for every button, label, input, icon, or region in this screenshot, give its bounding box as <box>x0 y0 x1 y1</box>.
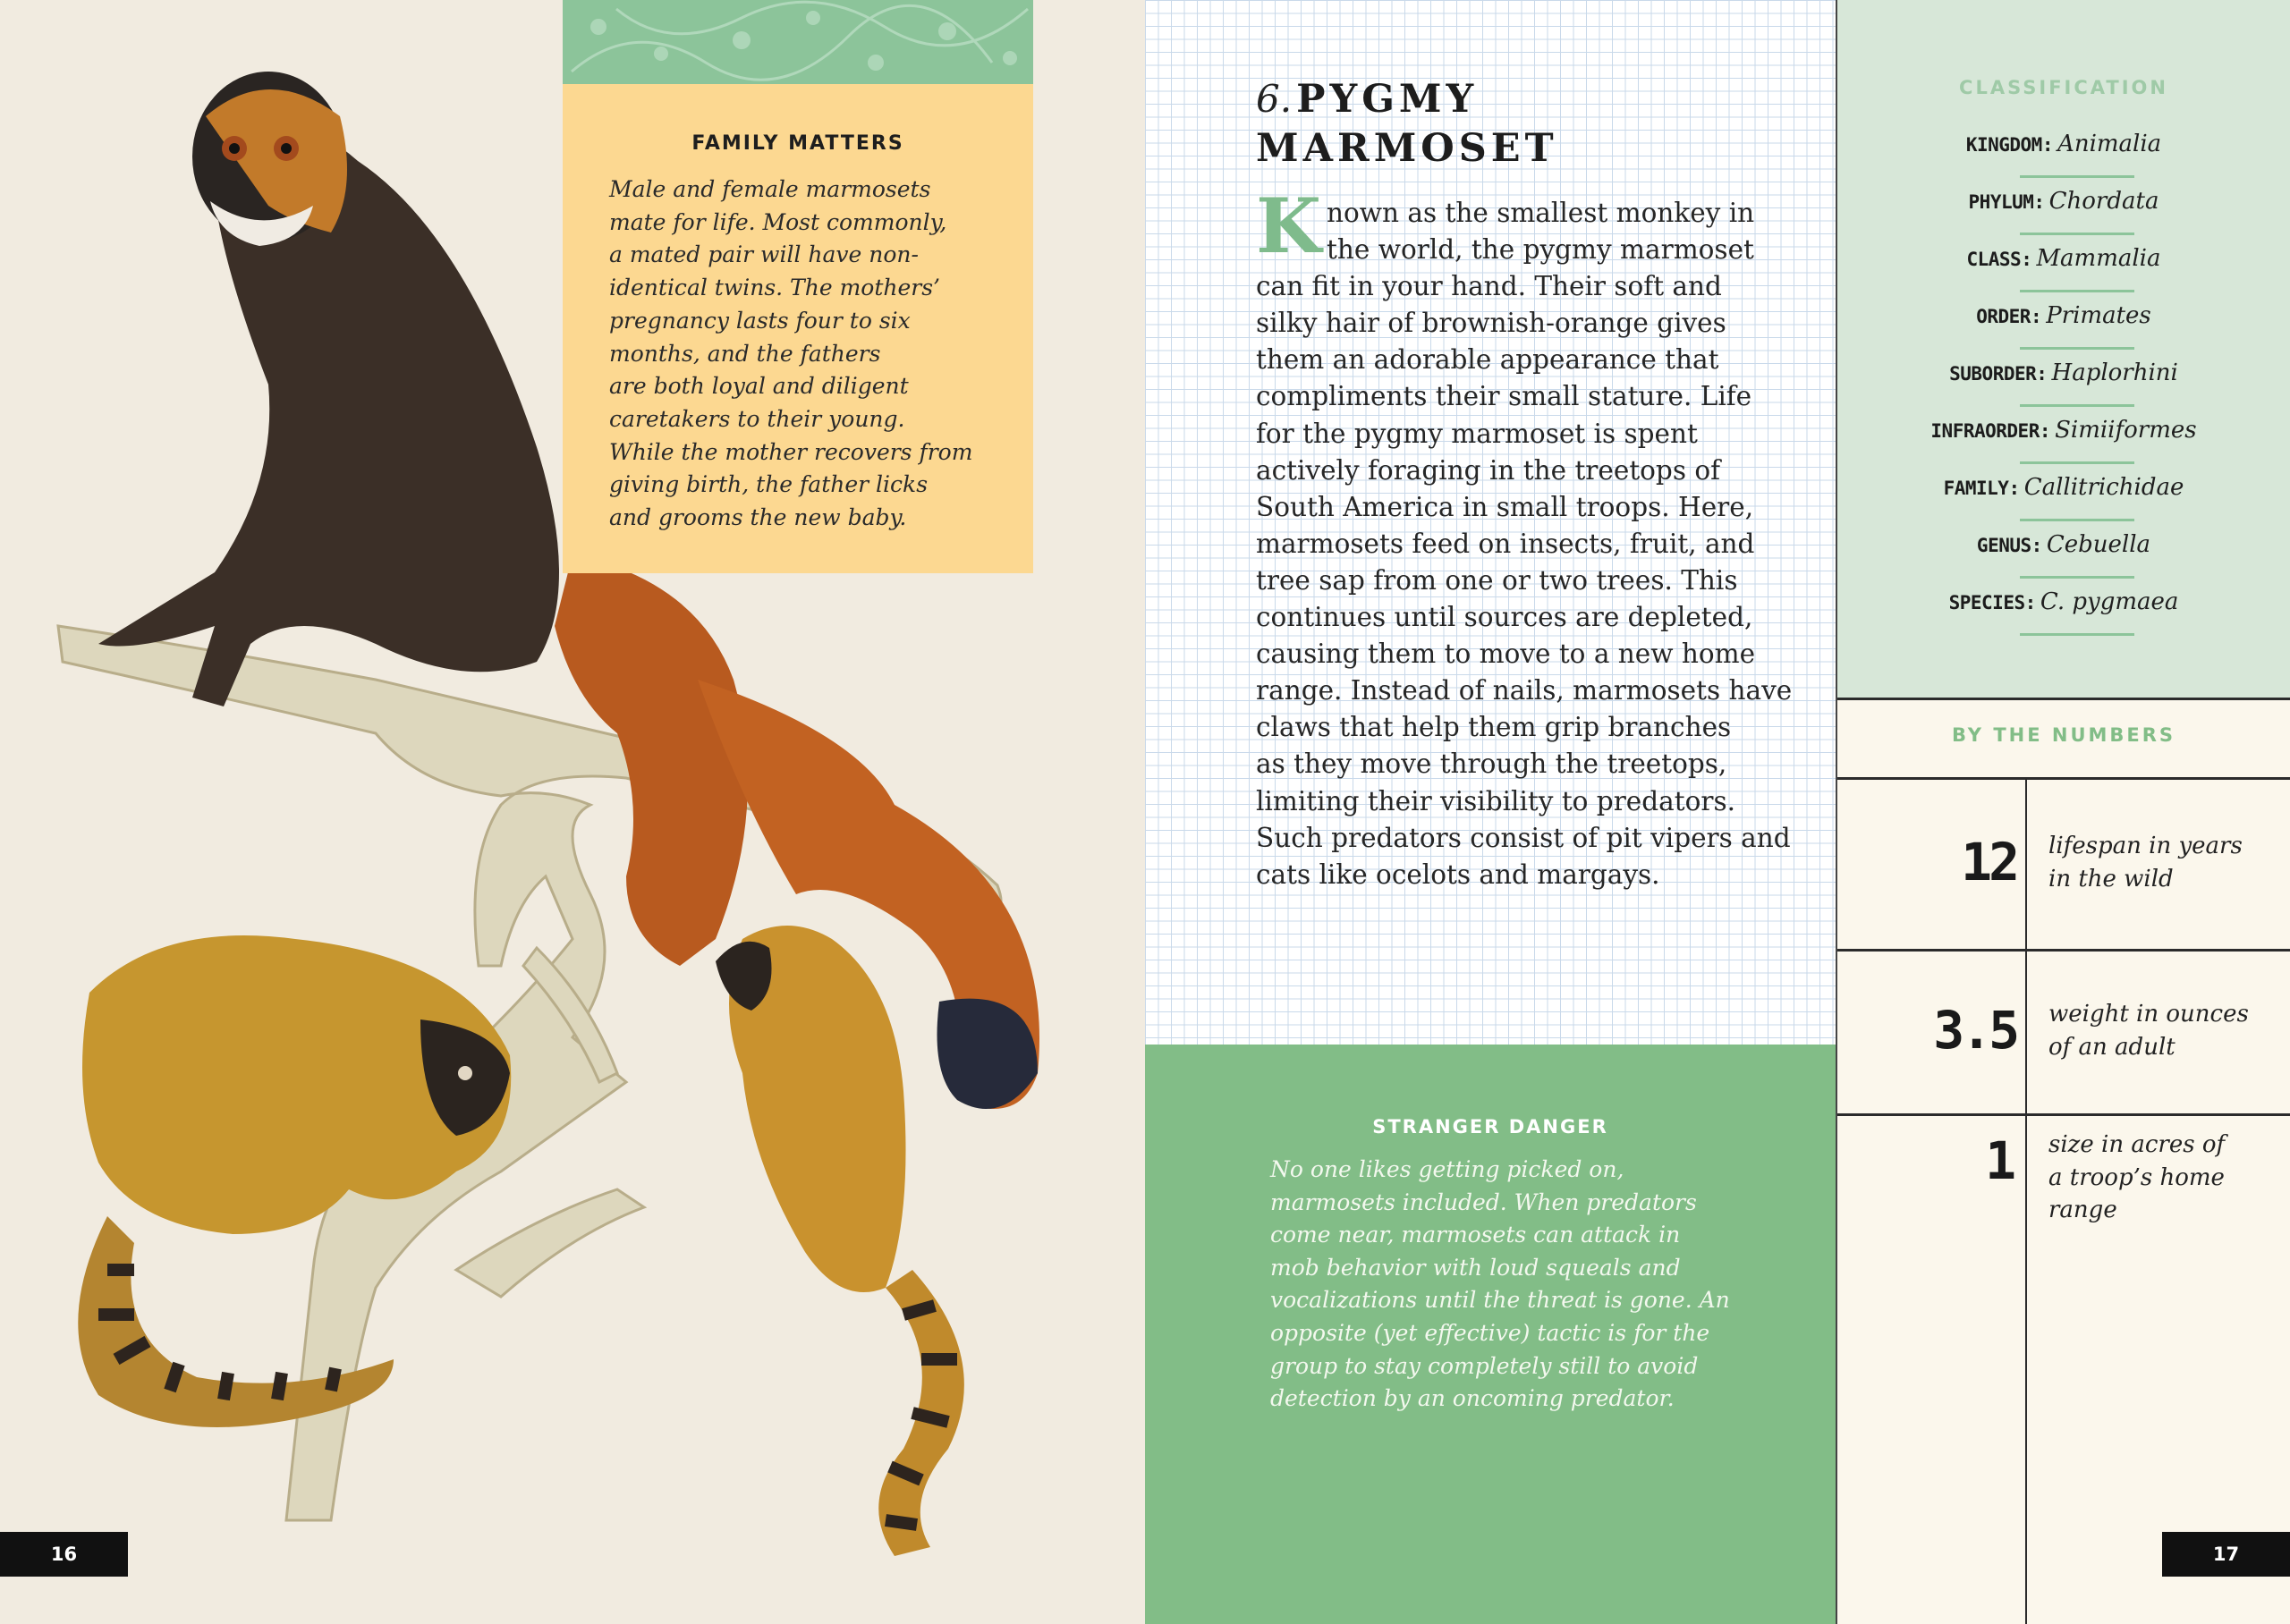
text-line: silky hair of brownish-orange gives <box>1256 308 1726 339</box>
divider <box>2020 347 2134 350</box>
text-line: range. Instead of nails, marmosets have <box>1256 675 1793 706</box>
divider <box>1837 1113 2290 1116</box>
classification-row-suborder <box>1837 359 2290 395</box>
text-line: actively foraging in the treetops of <box>1256 454 1721 486</box>
classification-row-genus <box>1837 531 2290 567</box>
classification-value: Haplorhini <box>2051 359 2178 386</box>
text-line: a troop’s home <box>2048 1163 2225 1191</box>
text-line: a mated pair will have non- <box>609 241 919 268</box>
text-line: Such predators consist of pit vipers and <box>1256 822 1791 853</box>
divider <box>1837 949 2290 952</box>
divider <box>2020 290 2134 292</box>
classification-value: Simiiformes <box>2055 417 2197 444</box>
drop-cap: K <box>1256 182 1322 270</box>
divider <box>2020 461 2134 464</box>
classification-title: CLASSIFICATION <box>1959 77 2168 98</box>
text-line: vocalizations until the threat is gone. An <box>1270 1287 1730 1314</box>
article-number: 6. <box>1256 77 1293 121</box>
family-matters-text <box>609 173 1003 535</box>
classification-row-class <box>1837 245 2290 281</box>
stat-description <box>2048 830 2263 895</box>
text-line: size in acres of <box>2048 1131 2226 1158</box>
text-line: the world, the pygmy marmoset <box>1327 234 1754 266</box>
classification-row-phylum <box>1837 188 2290 224</box>
stat-value: 1 <box>1985 1130 2013 1191</box>
classification-row-species <box>1837 588 2290 624</box>
text-line: marmosets included. When predators <box>1270 1188 1697 1215</box>
divider <box>2020 519 2134 521</box>
stat-value: 3.5 <box>1933 1000 2016 1061</box>
divider <box>2020 233 2134 235</box>
classification-value: Cebuella <box>2046 531 2151 558</box>
text-line: caretakers to their young. <box>609 405 905 432</box>
classification-value: Callitrichidae <box>2023 474 2184 501</box>
classification-label: ORDER: <box>1976 306 2042 327</box>
divider <box>2020 404 2134 407</box>
leaf-pattern-banner <box>563 0 1033 84</box>
text-line: mob behavior with loud squeals and <box>1270 1254 1681 1281</box>
text-line: months, and the fathers <box>609 340 881 367</box>
text-line: cats like ocelots and margays. <box>1256 859 1660 890</box>
text-line: South America in small troops. Here, <box>1256 491 1754 522</box>
classification-label: CLASS: <box>1966 249 2032 270</box>
page-number-left: 16 <box>0 1532 128 1577</box>
classification-row-kingdom <box>1837 131 2290 166</box>
text-line: mate for life. Most commonly, <box>609 208 947 235</box>
text-line: marmosets feed on insects, fruit, and <box>1256 528 1755 559</box>
classification-row-family <box>1837 474 2290 510</box>
classification-label: KINGDOM: <box>1965 134 2053 156</box>
classification-value: Animalia <box>2057 131 2162 157</box>
classification-label: PHYLUM: <box>1968 191 2045 213</box>
text-line: can fit in your hand. Their soft and <box>1256 271 1722 302</box>
family-matters-body <box>563 84 1033 573</box>
text-line: limiting their visibility to predators. <box>1256 785 1735 816</box>
text-line: are both loyal and diligent <box>609 373 909 400</box>
family-matters-box <box>563 0 1033 573</box>
text-line: weight in ounces <box>2048 1001 2249 1028</box>
text-line: range <box>2048 1197 2117 1223</box>
leaf-pattern-icon <box>563 0 1033 84</box>
text-line: and grooms the new baby. <box>609 504 907 531</box>
classification-value: Mammalia <box>2036 245 2161 272</box>
stat-value: 12 <box>1961 832 2016 892</box>
text-line: giving birth, the father licks <box>609 471 929 498</box>
classification-panel <box>1837 0 2290 698</box>
classification-label: SUBORDER: <box>1949 363 2048 385</box>
classification-label: FAMILY: <box>1943 478 2020 499</box>
text-line: continues until sources are depleted, <box>1256 602 1753 633</box>
text-line: claws that help them grip branches <box>1256 712 1732 743</box>
text-line: come near, marmosets can attack in <box>1270 1222 1681 1248</box>
stranger-danger-text <box>1270 1154 1771 1416</box>
by-the-numbers-title: BY THE NUMBERS <box>1951 724 2176 746</box>
classification-label: SPECIES: <box>1948 592 2036 613</box>
text-line: While the mother recovers from <box>609 438 973 465</box>
family-matters-title: FAMILY MATTERS <box>691 132 904 155</box>
classification-label: INFRAORDER: <box>1930 420 2050 442</box>
text-line: of an adult <box>2048 1033 2176 1061</box>
article-title-line1: PYGMY <box>1296 77 1479 122</box>
right-page <box>1145 0 2290 1624</box>
divider <box>2020 576 2134 579</box>
text-line: lifespan in years <box>2048 833 2243 859</box>
text-line: causing them to move to a new home <box>1256 639 1756 670</box>
divider <box>1837 777 2290 780</box>
text-line: Male and female marmosets <box>609 176 931 202</box>
stat-description <box>2048 998 2263 1063</box>
article-title-line2: MARMOSET <box>1256 126 1558 171</box>
text-line: group to stay completely still to avoid <box>1270 1352 1699 1379</box>
stranger-danger-title: STRANGER DANGER <box>1372 1116 1608 1138</box>
article-title <box>1256 75 1811 173</box>
text-line: in the wild <box>2048 865 2174 892</box>
text-line: No one likes getting picked on, <box>1270 1156 1624 1182</box>
classification-value: Primates <box>2046 302 2151 329</box>
text-line: detection by an oncoming predator. <box>1270 1385 1675 1412</box>
divider <box>2020 175 2134 178</box>
text-line: identical twins. The mothers’ <box>609 275 940 301</box>
article-body <box>1256 182 1815 893</box>
page-number-right: 17 <box>2162 1532 2290 1577</box>
text-line: nown as the smallest monkey in <box>1327 198 1755 228</box>
classification-row-infraorder <box>1837 417 2290 453</box>
text-line: pregnancy lasts four to six <box>609 307 911 334</box>
classification-value: C. pygmaea <box>2040 588 2179 615</box>
classification-value: Chordata <box>2048 188 2159 215</box>
text-line: opposite (yet effective) tactic is for the <box>1270 1319 1710 1346</box>
divider <box>2025 777 2027 1624</box>
stat-description <box>2048 1129 2263 1227</box>
text-line: for the pygmy marmoset is spent <box>1256 418 1698 449</box>
classification-row-order <box>1837 302 2290 338</box>
text-line: compliments their small stature. Life <box>1256 381 1752 412</box>
text-line: tree sap from one or two trees. This <box>1256 564 1738 596</box>
text-line: them an adorable appearance that <box>1256 344 1719 376</box>
text-line: as they move through the treetops, <box>1256 749 1727 780</box>
classification-label: GENUS: <box>1976 535 2042 556</box>
divider <box>2020 633 2134 636</box>
